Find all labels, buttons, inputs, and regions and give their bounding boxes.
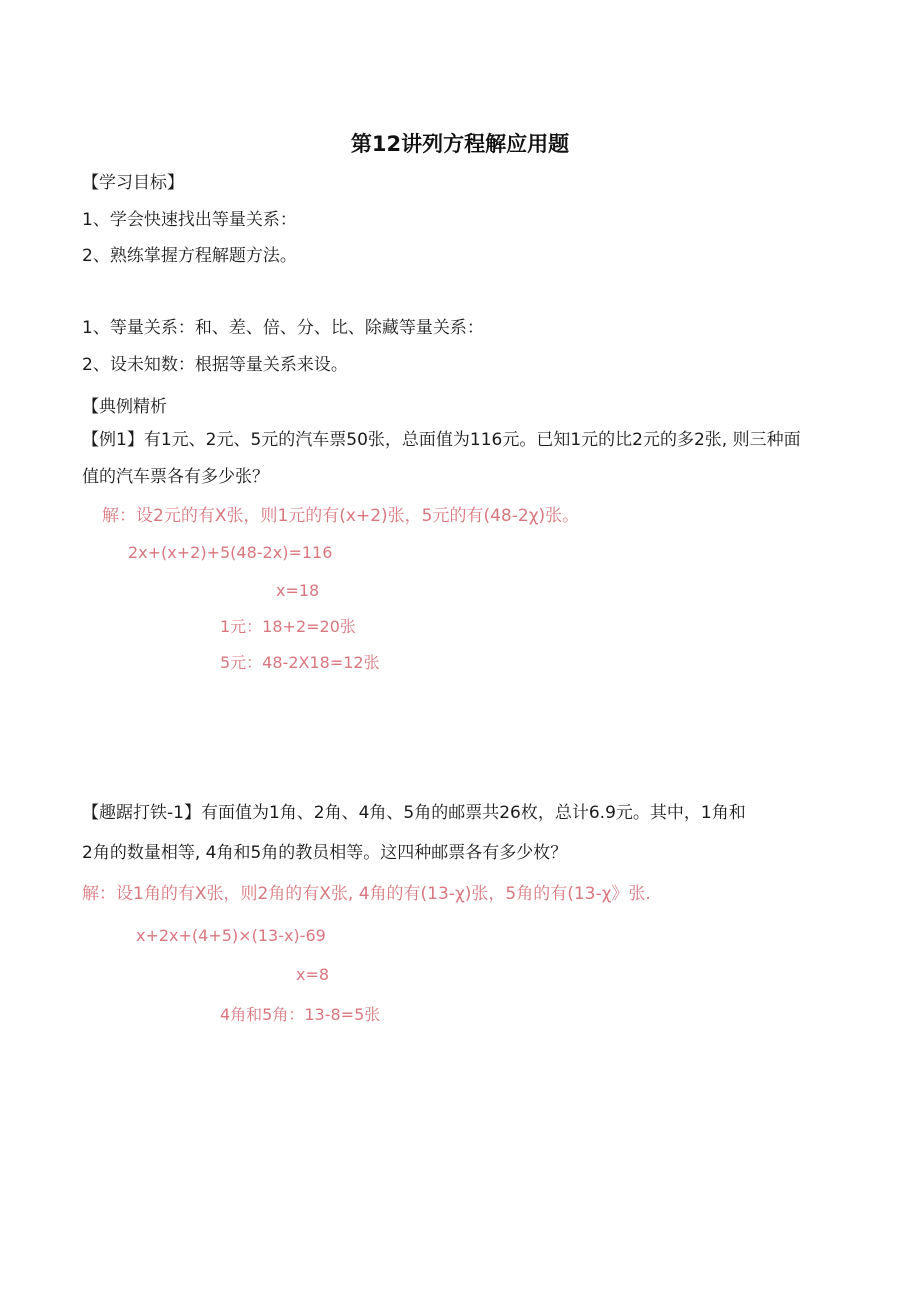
- objectives-heading: 【学习目标】: [82, 173, 184, 193]
- example1-solution-setup: 解：设2元的有X张，则1元的有(x+2)张，5元的有(48-2χ)张。: [102, 506, 580, 526]
- example1-question-line1: 【例1】有1元、2元、5元的汽车票50张，总面值为116元。已知1元的比2元的多2张, 则三种面: [82, 430, 801, 450]
- example1-question-line2: 值的汽车票各有多少张？: [82, 467, 269, 487]
- objective-item-1: 1、学会快速找出等量关系：: [82, 210, 297, 230]
- objective-item-2: 2、熟练掌握方程解题方法。: [82, 246, 297, 266]
- practice1-answer: 4角和5角：13-8=5张: [220, 1005, 381, 1024]
- practice1-question-line2: 2角的数量相等, 4角和5角的教员相等。这四种邮票各有多少枚？: [82, 843, 568, 863]
- practice1-equation: x+2x+(4+5)×(13-x)-69: [136, 926, 326, 945]
- knowledge-item-1: 1、等量关系：和、差、倍、分、比、除藏等量关系：: [82, 318, 484, 338]
- knowledge-item-2: 2、设未知数：根据等量关系来设。: [82, 355, 348, 375]
- practice1-solution-setup: 解：设1角的有X张，则2角的有X张, 4角的有(13-χ)张，5角的有(13-χ》张.: [82, 884, 651, 904]
- practice1-question-line1: 【趣踞打铁-1】有面值为1角、2角、4角、5角的邮票共26枚，总计6.9元。其中，1角和: [82, 803, 746, 823]
- example1-answer-5yuan: 5元：48-2X18=12张: [220, 653, 380, 672]
- example1-x-value: x=18: [276, 581, 320, 600]
- examples-heading: 【典例精析: [82, 397, 167, 417]
- example1-equation: 2x+(x+2)+5(48-2x)=116: [128, 543, 333, 562]
- example1-answer-1yuan: 1元：18+2=20张: [220, 617, 356, 636]
- page-title: 第12讲列方程解应用题: [350, 132, 570, 156]
- practice1-x-value: x=8: [296, 965, 330, 984]
